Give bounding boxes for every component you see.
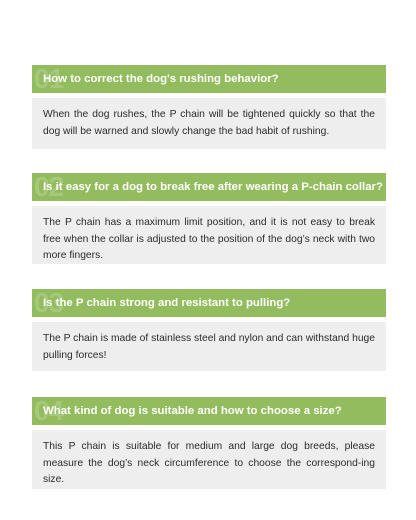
faq-question: Is it easy for a dog to break free after wearing a P-chain collar? (43, 181, 383, 193)
faq-answer: The P chain has a maximum limit position, and it is not easy to break free when the collar is adjusted to the position of the dog’s neck with two more fingers. (32, 206, 386, 264)
faq-number: 02 (34, 173, 64, 201)
faq-number: 04 (34, 397, 64, 425)
faq-number: 03 (34, 289, 64, 317)
faq-answer: This P chain is suitable for medium and large dog breeds, please measure the dog’s neck circumference to choose the correspond-ing size. (32, 430, 386, 489)
faq-item (32, 173, 386, 264)
faq-question: Is the P chain strong and resistant to pulling? (43, 297, 291, 309)
faq-question: What kind of dog is suitable and how to choose a size? (43, 405, 342, 417)
faq-answer: The P chain is made of stainless steel and nylon and can withstand huge pulling forces! (32, 322, 386, 371)
faq-question-bar (32, 65, 386, 93)
faq-question-bar (32, 289, 386, 317)
faq-item (32, 65, 386, 149)
faq-question: How to correct the dog's rushing behavior? (43, 73, 279, 85)
faq-question-bar (32, 397, 386, 425)
faq-question-bar (32, 173, 386, 201)
faq-number: 01 (34, 65, 64, 93)
faq-answer: When the dog rushes, the P chain will be tightened quickly so that the dog will be warned and slowly change the bad habit of rushing. (32, 98, 386, 149)
faq-item (32, 397, 386, 489)
faq-item (32, 289, 386, 371)
